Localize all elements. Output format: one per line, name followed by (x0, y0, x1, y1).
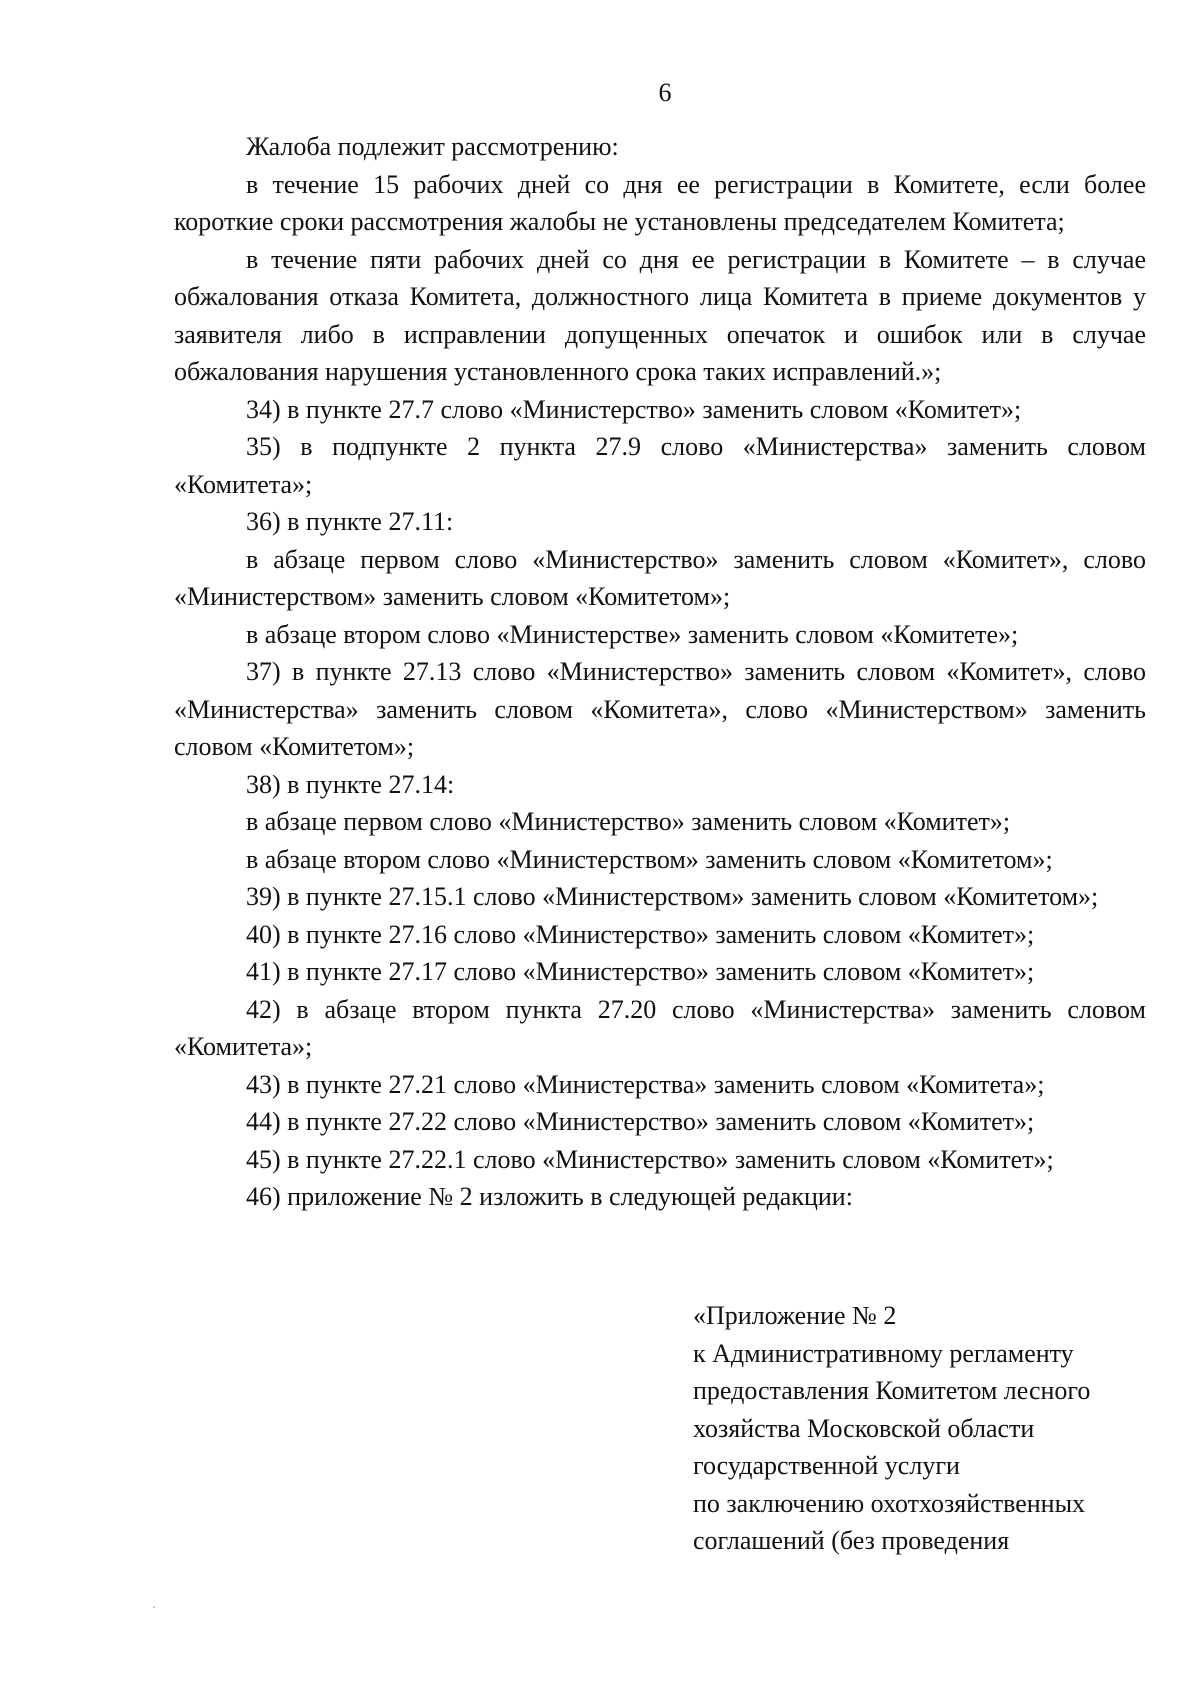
paragraph: 40) в пункте 27.16 слово «Министерство» заменить словом «Комитет»; (246, 919, 1035, 949)
paragraph: 36) в пункте 27.11: (246, 507, 454, 536)
paragraph: в абзаце втором слово «Министерством» заменить словом «Комитетом»; (246, 844, 1053, 874)
scan-speck (153, 1606, 155, 1608)
appendix-line: к Административному регламенту (693, 1338, 1074, 1368)
paragraph: 45) в пункте 27.22.1 слово «Министерство» заменить словом «Комитет»; (246, 1144, 1054, 1174)
paragraph: 37) в пункте 27.13 слово «Министерство» заменить словом «Комитет», слово «Министерства» заменить словом «Комитета», слово «Министерством» заменить словом «Комитетом»; (174, 657, 1146, 761)
paragraph: 35) в подпункте 2 пункта 27.9 слово «Министерства» заменить словом «Комитета»; (174, 432, 1146, 499)
paragraph: в абзаце первом слово «Министерство» заменить словом «Комитет», слово «Министерством» заменить словом «Комитетом»; (174, 544, 1146, 611)
paragraph: 46) приложение № 2 изложить в следующей редакции: (246, 1182, 853, 1211)
paragraph: Жалоба подлежит рассмотрению: (246, 132, 619, 161)
appendix-line: хозяйства Московской области (693, 1413, 1035, 1443)
paragraph: 34) в пункте 27.7 слово «Министерство» заменить словом «Комитет»; (246, 394, 1022, 424)
appendix-line: «Приложение № 2 (693, 1301, 897, 1330)
appendix-line: по заключению охотхозяйственных (693, 1488, 1086, 1518)
paragraph: 43) в пункте 27.21 слово «Министерства» заменить словом «Комитета»; (246, 1069, 1045, 1099)
page-number: 6 (658, 78, 672, 107)
paragraph: 38) в пункте 27.14: (246, 769, 455, 799)
document-body (174, 128, 1146, 1216)
paragraph: 44) в пункте 27.22 слово «Министерство» заменить словом «Комитет»; (246, 1107, 1035, 1136)
appendix-line: государственной услуги (693, 1451, 960, 1480)
paragraph: в абзаце втором слово «Министерстве» заменить словом «Комитете»; (246, 619, 1019, 649)
paragraph: в течение 15 рабочих дней со дня ее регистрации в Комитете, если более короткие сроки рассмотрения жалобы не установлены председателем Комитета; (174, 169, 1146, 236)
appendix-line: соглашений (без проведения (693, 1526, 1010, 1555)
appendix-heading (693, 1297, 1173, 1560)
paragraph: в абзаце первом слово «Министерство» заменить словом «Комитет»; (246, 807, 1011, 836)
paragraph: 39) в пункте 27.15.1 слово «Министерством» заменить словом «Комитетом»; (246, 882, 1099, 911)
paragraph: 42) в абзаце втором пункта 27.20 слово «Министерства» заменить словом «Комитета»; (174, 994, 1146, 1061)
appendix-line: предоставления Комитетом лесного (693, 1376, 1091, 1405)
paragraph: в течение пяти рабочих дней со дня ее регистрации в Комитете – в случае обжалования отказа Комитета, должностного лица Комитета в приеме документов у заявителя либо в исправлении допущенных опечаток и ошибок или в случае обжалования нарушения установленного срока таких исправлений.»; (174, 244, 1146, 386)
paragraph: 41) в пункте 27.17 слово «Министерство» заменить словом «Комитет»; (246, 957, 1035, 986)
